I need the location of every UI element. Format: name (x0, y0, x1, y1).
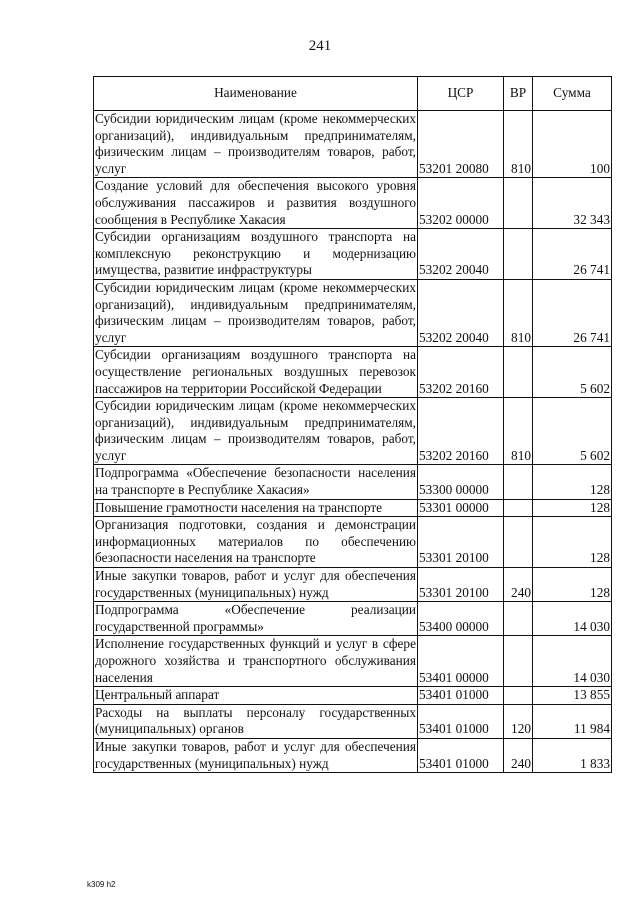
table-row (94, 347, 612, 398)
row-name: Субсидии юридическим лицам (кроме некоммерческих организаций), индивидуальным предпринимателям, физическим лицам – производителям товаров, работ, услуг (94, 279, 418, 346)
row-csr: 53300 00000 (418, 465, 504, 499)
row-vr (504, 465, 533, 499)
row-sum: 128 (533, 568, 612, 602)
row-name: Исполнение государственных функций и услуг в сфере дорожного хозяйства и транспортного обслуживания населения (94, 636, 418, 687)
row-vr: 810 (504, 398, 533, 465)
page-number: 241 (308, 38, 332, 54)
row-vr (504, 636, 533, 687)
table-row (94, 568, 612, 602)
table-row (94, 517, 612, 568)
row-vr (504, 178, 533, 229)
row-name: Подпрограмма «Обеспечение реализации государственной программы» (94, 602, 418, 636)
row-vr (504, 499, 533, 517)
row-vr: 240 (504, 568, 533, 602)
row-sum: 5 602 (533, 347, 612, 398)
row-sum: 100 (533, 111, 612, 178)
row-name: Субсидии организациям воздушного транспорта на осуществление региональных воздушных перевозок пассажиров на территории Российской Федерации (94, 347, 418, 398)
table-row (94, 636, 612, 687)
row-csr: 53202 20040 (418, 229, 504, 280)
row-csr: 53400 00000 (418, 602, 504, 636)
row-name: Создание условий для обеспечения высокого уровня обслуживания пассажиров и развития воздушного сообщения в Республике Хакасия (94, 178, 418, 229)
row-name: Иные закупки товаров, работ и услуг для обеспечения государственных (муниципальных) нужд (94, 568, 418, 602)
row-name: Повышение грамотности населения на транспорте (94, 499, 418, 517)
header-vr: ВР (504, 77, 533, 111)
row-vr (504, 347, 533, 398)
row-vr: 810 (504, 279, 533, 346)
row-csr: 53202 20160 (418, 347, 504, 398)
row-csr: 53401 01000 (418, 738, 504, 772)
row-vr (504, 229, 533, 280)
row-vr (504, 687, 533, 705)
row-sum: 14 030 (533, 636, 612, 687)
row-csr: 53401 00000 (418, 636, 504, 687)
table-row (94, 398, 612, 465)
row-name: Подпрограмма «Обеспечение безопасности населения на транспорте в Республике Хакасия» (94, 465, 418, 499)
row-name: Субсидии юридическим лицам (кроме некоммерческих организаций), индивидуальным предпринимателям, физическим лицам – производителям товаров, работ, услуг (94, 398, 418, 465)
table-row (94, 111, 612, 178)
table-row (94, 465, 612, 499)
row-name: Субсидии организациям воздушного транспорта на комплексную реконструкцию и модернизацию имущества, развитие инфраструктуры (94, 229, 418, 280)
table-row (94, 178, 612, 229)
row-name: Субсидии юридическим лицам (кроме некоммерческих организаций), индивидуальным предпринимателям, физическим лицам – производителям товаров, работ, услуг (94, 111, 418, 178)
row-sum: 26 741 (533, 229, 612, 280)
row-csr: 53401 01000 (418, 704, 504, 738)
row-vr: 810 (504, 111, 533, 178)
row-sum: 13 855 (533, 687, 612, 705)
table-row (94, 499, 612, 517)
header-csr: ЦСР (418, 77, 504, 111)
row-vr (504, 602, 533, 636)
table-row (94, 687, 612, 705)
footer-code: k309 h2 (87, 880, 116, 889)
row-csr: 53202 20160 (418, 398, 504, 465)
budget-table (93, 76, 612, 773)
table-row (94, 738, 612, 772)
row-csr: 53201 20080 (418, 111, 504, 178)
row-name: Центральный аппарат (94, 687, 418, 705)
row-name: Иные закупки товаров, работ и услуг для обеспечения государственных (муниципальных) нужд (94, 738, 418, 772)
row-vr (504, 517, 533, 568)
row-sum: 128 (533, 465, 612, 499)
row-csr: 53202 20040 (418, 279, 504, 346)
row-sum: 128 (533, 499, 612, 517)
row-sum: 26 741 (533, 279, 612, 346)
row-name: Расходы на выплаты персоналу государственных (муниципальных) органов (94, 704, 418, 738)
table-header-row (94, 77, 612, 111)
table-row (94, 279, 612, 346)
row-sum: 14 030 (533, 602, 612, 636)
row-csr: 53301 20100 (418, 568, 504, 602)
row-csr: 53301 20100 (418, 517, 504, 568)
table-row (94, 229, 612, 280)
row-vr: 120 (504, 704, 533, 738)
row-sum: 32 343 (533, 178, 612, 229)
row-sum: 128 (533, 517, 612, 568)
row-vr: 240 (504, 738, 533, 772)
row-csr: 53202 00000 (418, 178, 504, 229)
row-sum: 11 984 (533, 704, 612, 738)
row-sum: 5 602 (533, 398, 612, 465)
row-csr: 53301 00000 (418, 499, 504, 517)
table-row (94, 602, 612, 636)
header-name: Наименование (94, 77, 418, 111)
table-row (94, 704, 612, 738)
row-name: Организация подготовки, создания и демонстрации информационных материалов по обеспечению безопасности населения на транспорте (94, 517, 418, 568)
row-sum: 1 833 (533, 738, 612, 772)
row-csr: 53401 01000 (418, 687, 504, 705)
header-sum: Сумма (533, 77, 612, 111)
